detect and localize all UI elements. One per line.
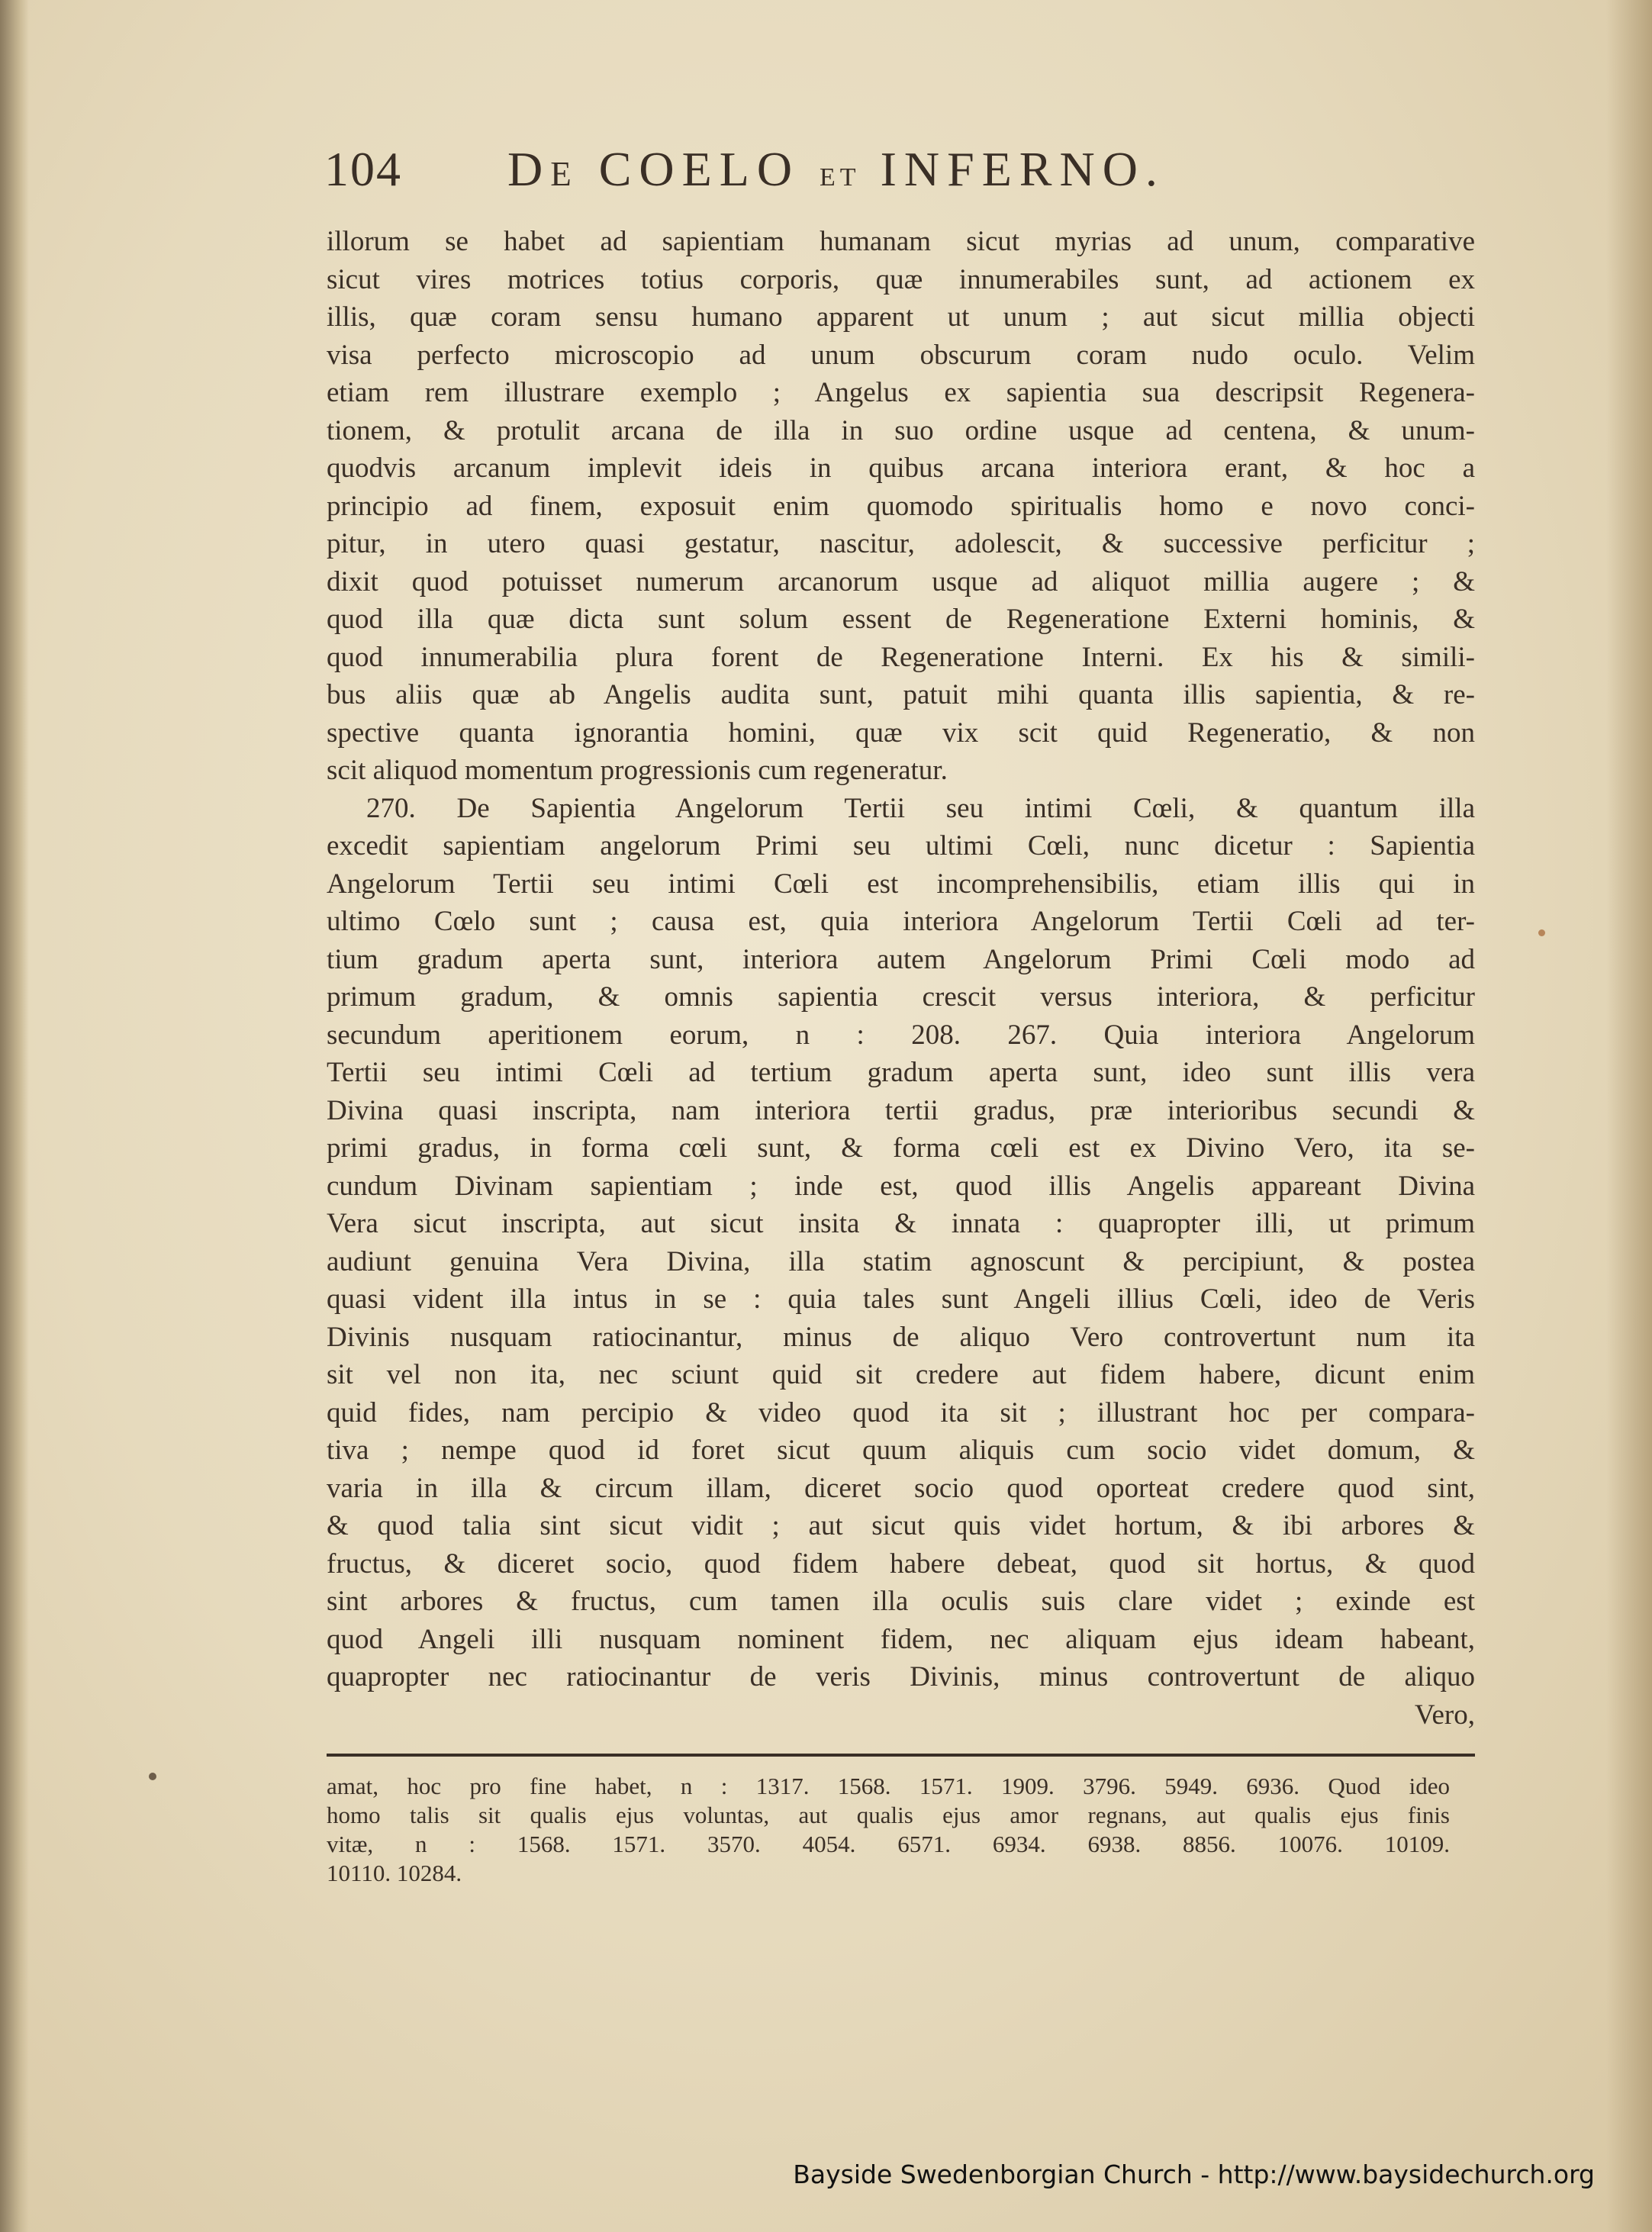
- body-line: tium gradum aperta sunt, interiora autem Angelorum Primi Cœli modo ad: [327, 943, 1475, 975]
- body-line: primi gradus, in forma cœli sunt, & forma cœli est ex Divino Vero, ita se-: [327, 1132, 1475, 1164]
- body-line: tiva ; nempe quod id foret sicut quum aliquis cum socio videt domum, &: [327, 1435, 1475, 1466]
- body-line: principio ad finem, exposuit enim quomodo spiritualis homo e novo conci-: [327, 490, 1475, 522]
- body-line: Divina quasi inscripta, nam interiora tertii gradus, præ interioribus secundi &: [327, 1094, 1475, 1126]
- body-line: quod innumerabilia plura forent de Regeneratione Interni. Ex his & simili-: [327, 641, 1475, 673]
- footnote: [327, 1772, 1450, 1888]
- running-header: [324, 141, 1316, 210]
- body-line: quasi vident illa intus in se : quia tales sunt Angeli illius Cœli, ideo de Veris: [327, 1283, 1475, 1315]
- body-line: & quod talia sint sicut vidit ; aut sicut quis videt hortum, & ibi arbores &: [327, 1510, 1475, 1541]
- body-line: sint arbores & fructus, cum tamen illa oculis suis clare videt ; exinde est: [327, 1586, 1475, 1617]
- body-line: Divinis nusquam ratiocinantur, minus de aliquo Vero controvertunt num ita: [327, 1321, 1475, 1353]
- ink-spot: [149, 1773, 156, 1780]
- body-line: ultimo Cœlo sunt ; causa est, quia interiora Angelorum Tertii Cœli ad ter-: [327, 906, 1475, 937]
- body-line: scit aliquod momentum progressionis cum regeneratur.: [327, 755, 948, 786]
- body-line: Angelorum Tertii seu intimi Cœli est incomprehensibilis, etiam illis qui in: [327, 868, 1475, 900]
- body-line: sicut vires motrices totius corporis, quæ innumerabiles sunt, ad actionem ex: [327, 263, 1475, 295]
- running-title: [507, 141, 1165, 198]
- body-line: sit vel non ita, nec sciunt quid sit credere aut fidem habere, dicunt enim: [327, 1359, 1475, 1390]
- body-line: quod Angeli illi nusquam nominent fidem, nec aliquam ejus ideam habeant,: [327, 1623, 1475, 1655]
- body-line: etiam rem illustrare exemplo ; Angelus ex sapientia sua descripsit Regenera-: [327, 377, 1475, 408]
- body-line: secundum aperitionem eorum, n : 208. 267. Quia interiora Angelorum: [327, 1019, 1475, 1051]
- body-line: dixit quod potuisset numerum arcanorum usque ad aliquot millia augere ; &: [327, 565, 1475, 597]
- body-line: spective quanta ignorantia homini, quæ vix scit quid Regeneratio, & non: [327, 717, 1475, 749]
- body-line: Vera sicut inscripta, aut sicut insita & innata : quapropter illi, ut primum: [327, 1208, 1475, 1239]
- ink-spot: [1538, 929, 1545, 936]
- body-text: [327, 223, 1475, 1734]
- footnote-line: homo talis sit qualis ejus voluntas, aut qualis ejus amor regnans, aut qualis ejus finis: [327, 1802, 1450, 1828]
- body-line: excedit sapientiam angelorum Primi seu ultimi Cœli, nunc dicetur : Sapientia: [327, 830, 1475, 862]
- body-line: pitur, in utero quasi gestatur, nascitur, adolescit, & successive perficitur ;: [327, 528, 1475, 559]
- title-de: De: [507, 142, 579, 196]
- body-line: visa perfecto microscopio ad unum obscurum coram nudo oculo. Velim: [327, 339, 1475, 371]
- body-line: audiunt genuina Vera Divina, illa statim agnoscunt & percipiunt, & postea: [327, 1245, 1475, 1277]
- catchword: Vero,: [1414, 1699, 1475, 1731]
- page-left-shadow: [0, 0, 29, 2232]
- page-number: 104: [324, 142, 402, 196]
- watermark: Bayside Swedenborgian Church - http://www.baysidechurch.org: [793, 2160, 1595, 2189]
- body-line: cundum Divinam sapientiam ; inde est, quod illis Angelis appareant Divina: [327, 1170, 1475, 1202]
- footnote-line: 10110. 10284.: [327, 1860, 462, 1886]
- footnote-line: amat, hoc pro fine habet, n : 1317. 1568. 1571. 1909. 3796. 5949. 6936. Quod ideo: [327, 1773, 1450, 1799]
- body-line: quod illa quæ dicta sunt solum essent de Regeneratione Externi hominis, &: [327, 604, 1475, 635]
- body-line: tionem, & protulit arcana de illa in suo ordine usque ad centena, & unum-: [327, 414, 1475, 446]
- body-line: quid fides, nam percipio & video quod ita sit ; illustrant hoc per compara-: [327, 1396, 1475, 1428]
- body-line: illis, quæ coram sensu humano apparent ut unum ; aut sicut millia objecti: [327, 301, 1475, 333]
- footnote-line: vitæ, n : 1568. 1571. 3570. 4054. 6571. 6934. 6938. 8856. 10076. 10109.: [327, 1831, 1450, 1857]
- body-line: varia in illa & circum illam, diceret socio quod oporteat credere quod sint,: [327, 1472, 1475, 1504]
- title-et: ET: [820, 163, 861, 192]
- body-line: fructus, & diceret socio, quod fidem habere debeat, quod sit hortus, & quod: [327, 1548, 1475, 1580]
- title-coelo: COELO: [598, 142, 800, 196]
- body-line: primum gradum, & omnis sapientia crescit versus interiora, & perficitur: [327, 981, 1475, 1013]
- page-right-edge: [1606, 0, 1652, 2232]
- paragraph-270-start: 270. De Sapientia Angelorum Tertii seu intimi Cœli, & quantum illa: [366, 792, 1475, 824]
- body-line: quodvis arcanum implevit ideis in quibus arcana interiora erant, & hoc a: [327, 453, 1475, 484]
- body-line: illorum se habet ad sapientiam humanam sicut myrias ad unum, comparative: [327, 226, 1475, 257]
- body-line: quapropter nec ratiocinantur de veris Divinis, minus controvertunt de aliquo: [327, 1661, 1475, 1693]
- footnote-divider: [327, 1754, 1475, 1757]
- body-line: Tertii seu intimi Cœli ad tertium gradum aperta sunt, ideo sunt illis vera: [327, 1057, 1475, 1088]
- body-line: bus aliis quæ ab Angelis audita sunt, patuit mihi quanta illis sapientia, & re-: [327, 679, 1475, 710]
- title-inferno: INFERNO.: [880, 142, 1165, 196]
